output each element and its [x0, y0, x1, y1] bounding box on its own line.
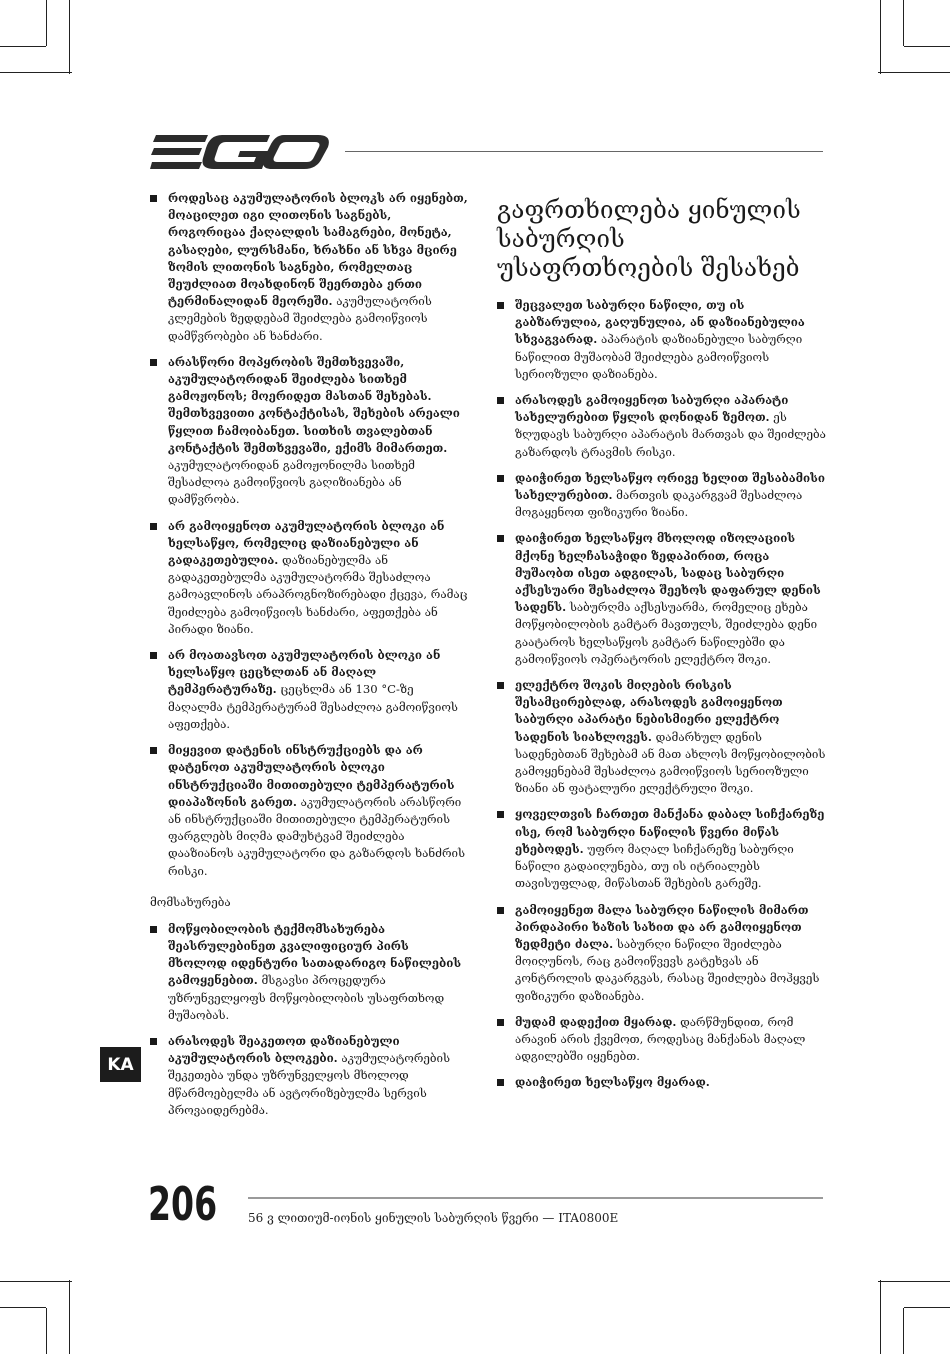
ego-logo [150, 133, 330, 171]
bullet-icon [150, 523, 157, 530]
service-list [150, 921, 470, 1119]
crop-mark [0, 1307, 46, 1308]
list-item: არ მოათავსოთ აკუმულატორის ბლოკი ან ხელსაწყო ცეცხლთან ან მაღალ ტემპერატურაზე. ცეცხლმა ან 130 °C-ზე მაღალმა ტემპერატურამ შესაძლოა გამოიწვიოს აფეთქება. [150, 647, 470, 733]
crop-mark [880, 1280, 881, 1354]
crop-mark [0, 1281, 72, 1282]
crop-mark [46, 1308, 47, 1354]
crop-mark [878, 72, 950, 73]
footer-rule [248, 1197, 823, 1199]
bullet-icon [150, 359, 157, 366]
bullet-icon [497, 475, 504, 482]
crop-mark [69, 0, 70, 74]
bullet-icon [497, 397, 504, 404]
bullet-icon [150, 926, 157, 933]
list-item: დაიჭირეთ ხელსაწყო მხოლოდ იზოლაციის მქონე ხელჩასაჭიდი ზედაპირით, როცა მუშაობთ ისეთ ადგილას, სადაც საბურღი აქსესუარი შესაძლოა შეეხოს დაფარულ დენის სადენს. საბურღმა აქსესუარმა, რომელიც ეხება მოწყობილობის გამტარ მავთულს, შეიძლება დენი გაატაროს ხელსაწყოს გამტარ ნაწილებში და გამოიწვიოს ოპერატორის ელექტრო შოკი. [497, 530, 827, 668]
crop-mark [903, 0, 904, 46]
list-item: როდესაც აკუმულატორის ბლოკს არ იყენებთ, მოაცილეთ იგი ლითონის საგნებს, როგორიცაა ქაღალდის სამაგრები, მონეტა, გასაღები, ლურსმანი, ხრახნი ან სხვა მცირე ზომის ლითონის საგნები, რომელთაც შეუძლიათ მოახდინონ შეერთება ერთი ტერმინალიდან მეორეში. აკუმულატორის კლემების ზედდებამ შეიძლება გამოიწვიოს დამწვრობები ან ხანძარი. [150, 190, 470, 345]
bullet-icon [497, 1079, 504, 1086]
bullet-icon [150, 1038, 157, 1045]
bullet-icon [497, 907, 504, 914]
list-item: მიყევით დატენის ინსტრუქციებს და არ დატენოთ აკუმულატორის ბლოკი ინსტრუქციაში მითითებული ტემპერატურის დიაპაზონის გარეთ. აკუმულატორის არასწორი ან ინსტრუქციაში მითითებული ტემპერატურის ფარგლებს მიღმა დამუხტვამ შეიძლება დააზიანოს აკუმულატორი და გაზარდოს ხანძრის რისკი. [150, 742, 470, 880]
crop-mark [903, 1308, 904, 1354]
section-heading: გაფრთხილება ყინულის საბურღის უსაფრთხოების შესახებ [497, 196, 801, 282]
bullet-icon [497, 682, 504, 689]
list-item: ელექტრო შოკის მიღების რისკის შესამცირებლად, არასოდეს გამოიყენოთ საბურღი აპარატი ნებისმიერი ელექტრო სადენის სიახლოვეს. დამარხულ დენის სადენებთან შეხებამ ან მათ ახლოს მოწყობილობის გამოყენებამ შესაძლოა გამოიწვიოს სერიოზული ზიანი ან ფატალური ელექტრული შოკი. [497, 677, 827, 797]
list-item: არასწორი მოპყრობის შემთხვევაში, აკუმულატორიდან შეიძლება სითხემ გამოჟონოს; მოერიდეთ მასთან შეხებას. შემთხვევითი კონტაქტისას, შეხების არეალი წყლით ჩამოიბანეთ. სითხის თვალებთან კონტაქტის შემთხვევაში, ექიმს მიმართეთ. აკუმულატორიდან გამოჟონილმა სითხემ შესაძლოა გამოიწვიოს გაღიზიანება ან დამწვრობა. [150, 354, 470, 509]
page-number: 206 [148, 1177, 218, 1231]
bullet-icon [150, 195, 157, 202]
list-item: მუდამ დადექით მყარად. დარწმუნდით, რომ არავინ არის ქვემოთ, როდესაც მანქანას მაღალ ადგილებში იყენებთ. [497, 1014, 827, 1066]
list-item: მოწყობილობის ტექმომსახურება შეასრულებინეთ კვალიფიციურ პირს მხოლოდ იდენტური სათადარიგო ნაწილების გამოყენებით. მსგავსი პროცედურა უზრუნველყოფს მოწყობილობის უსაფრთხოდ მუშაობას. [150, 921, 470, 1024]
service-heading: მომსახურება [150, 894, 231, 909]
bullet-icon [150, 747, 157, 754]
list-item: დაიჭირეთ ხელსაწყო ორივე ხელით შესაბამისი სახელურებით. მართვის დაკარგვამ შესაძლოა მოგაყენოთ ფიზიკური ზიანი. [497, 470, 827, 522]
list-item: გამოიყენეთ მალა საბურღი ნაწილის მიმართ პირდაპირი ხაზის სახით და არ გამოიყენოთ ზედმეტი ძალა. საბურღი ნაწილი შეიძლება მოიღუნოს, რაც გამოიწვევს გატეხვას ან კონტროლის დაკარგვას, რასაც შეიძლება მოჰყვეს ფიზიკური დაზიანება. [497, 902, 827, 1005]
crop-mark [0, 46, 46, 47]
header-rule [345, 151, 823, 152]
crop-mark [904, 1307, 950, 1308]
crop-mark [904, 46, 950, 47]
list-item: არ გამოიყენოთ აკუმულატორის ბლოკი ან ხელსაწყო, რომელიც დაზიანებული ან გადაკეთებულია. დაზიანებულმა ან გადაკეთებულმა აკუმულატორმა შესაძლოა გამოავლინოს არაპროგნოზირებადი ქცევა, რამაც შეიძლება გამოიწვიოს ხანძარი, აფეთქება ან პირადი ზიანი. [150, 518, 470, 638]
bullet-icon [497, 811, 504, 818]
crop-mark [880, 0, 881, 74]
list-item: შეცვალეთ საბურღი ნაწილი, თუ ის გაბზარულია, გაღუნულია, ან დაზიანებულია სხვაგვარად. აპარატის დაზიანებული საბურღი ნაწილით მუშაობამ შეიძლება გამოიწვიოს სერიოზული დაზიანება. [497, 297, 827, 383]
left-column [150, 190, 470, 1128]
right-column [497, 196, 827, 1101]
footer-text: 56 ვ ლითიუმ-იონის ყინულის საბურღის წვერი — ITA0800E [248, 1211, 619, 1225]
warning-list-auger [497, 297, 827, 1092]
list-item: არასოდეს შეაკეთოთ დაზიანებული აკუმულატორის ბლოკები. აკუმულატორების შეკეთება უნდა უზრუნველყოს მხოლოდ მწარმოებელმა ან ავტორიზებულმა სერვის პროვაიდერებმა. [150, 1033, 470, 1119]
warning-list-batteries [150, 190, 470, 880]
crop-mark [46, 0, 47, 46]
bullet-icon [497, 535, 504, 542]
bullet-icon [497, 1019, 504, 1026]
language-tab: KA [100, 1047, 141, 1082]
crop-mark [878, 1281, 950, 1282]
list-item: არასოდეს გამოიყენოთ საბურღი აპარატი სახელურებით წყლის დონიდან ზემოთ. ეს ზღუდავს საბურღი აპარატის მართვას და შეიძლება გაზარდოს ტრავმის რისკი. [497, 392, 827, 461]
list-item: დაიჭირეთ ხელსაწყო მყარად. [497, 1074, 827, 1091]
bullet-icon [150, 652, 157, 659]
crop-mark [0, 72, 72, 73]
bullet-icon [497, 302, 504, 309]
crop-mark [69, 1280, 70, 1354]
list-item: ყოველთვის ჩართეთ მანქანა დაბალ სიჩქარეზე ისე, რომ საბურღი ნაწილის წვერი მიწას ეხებოდეს. უფრო მაღალ სიჩქარეზე საბურღი ნაწილი გადაიღუნება, თუ ის იტრიალებს თავისუფლად, მიწასთან შეხების გარეშე. [497, 806, 827, 892]
